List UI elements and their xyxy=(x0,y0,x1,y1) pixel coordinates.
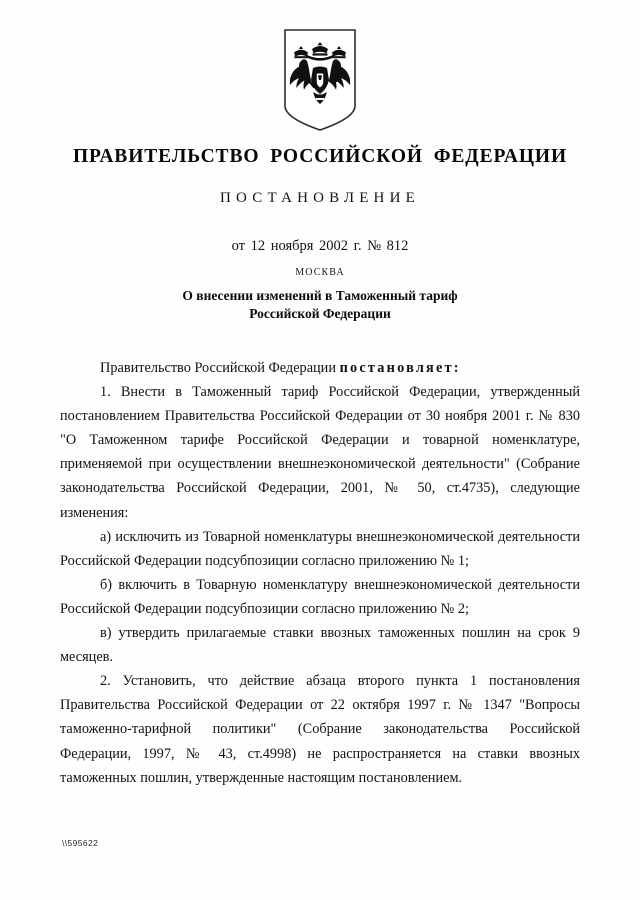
russian-coat-of-arms-icon xyxy=(282,28,358,132)
document-subject xyxy=(0,287,640,323)
paragraph-item-1v: в) утвердить прилагаемые ставки ввозных таможенных пошлин на срок 9 месяцев. xyxy=(60,625,580,666)
document-body xyxy=(60,356,580,790)
document-header xyxy=(0,145,640,278)
footer-scan-mark: \\595622 xyxy=(62,838,99,848)
intro-prefix: Правительство Российской Федерации xyxy=(100,360,340,376)
paragraph-item-1a: а) исключить из Товарной номенклатуры внешнеэкономической деятельности Российской Федерации подсубпозиции согласно приложению № 1; xyxy=(60,528,580,569)
subject-line-1: О внесении изменений в Таможенный тариф xyxy=(182,288,458,303)
document-city: МОСКВА xyxy=(295,267,345,279)
document-date-number: от 12 ноября 2002 г. № 812 xyxy=(231,238,409,255)
paragraph-item-1b: б) включить в Товарную номенклатуру внешнеэкономической деятельности Российской Федерации подсубпозиции согласно приложению № 2; xyxy=(60,576,580,617)
subject-line-2: Российской Федерации xyxy=(249,305,391,321)
paragraph-item-1: 1. Внести в Таможенный тариф Российской Федерации, утвержденный постановлением Правительства Российской Федерации от 30 ноября 2001 г. № 830 "О Таможенном тарифе Российской Федерации и товарной номенклатуре, применяемой при осуществлении внешнеэкономической деятельности" (Собрание законодательства Российской Федерации, 2001, № 50, ст.4735), следующие изменения: xyxy=(60,384,580,521)
document-type: ПОСТАНОВЛЕНИЕ xyxy=(220,190,420,207)
intro-resolution-verb: постановляет: xyxy=(339,360,461,376)
emblem-container xyxy=(0,28,640,132)
paragraph-item-2: 2. Установить, что действие абзаца второго пункта 1 постановления Правительства Российской Федерации от 22 октября 1997 г. № 1347 "Вопросы таможенно-тарифной политики" (Собрание законодательства Российской Федерации, 1997, № 43, ст.4998) не распространяется на ставки ввозных таможенных пошлин, утвержденные настоящим постановлением. xyxy=(60,673,580,786)
paragraph-intro xyxy=(60,356,580,380)
page-title: ПРАВИТЕЛЬСТВО РОССИЙСКОЙ ФЕДЕРАЦИИ xyxy=(72,146,568,167)
